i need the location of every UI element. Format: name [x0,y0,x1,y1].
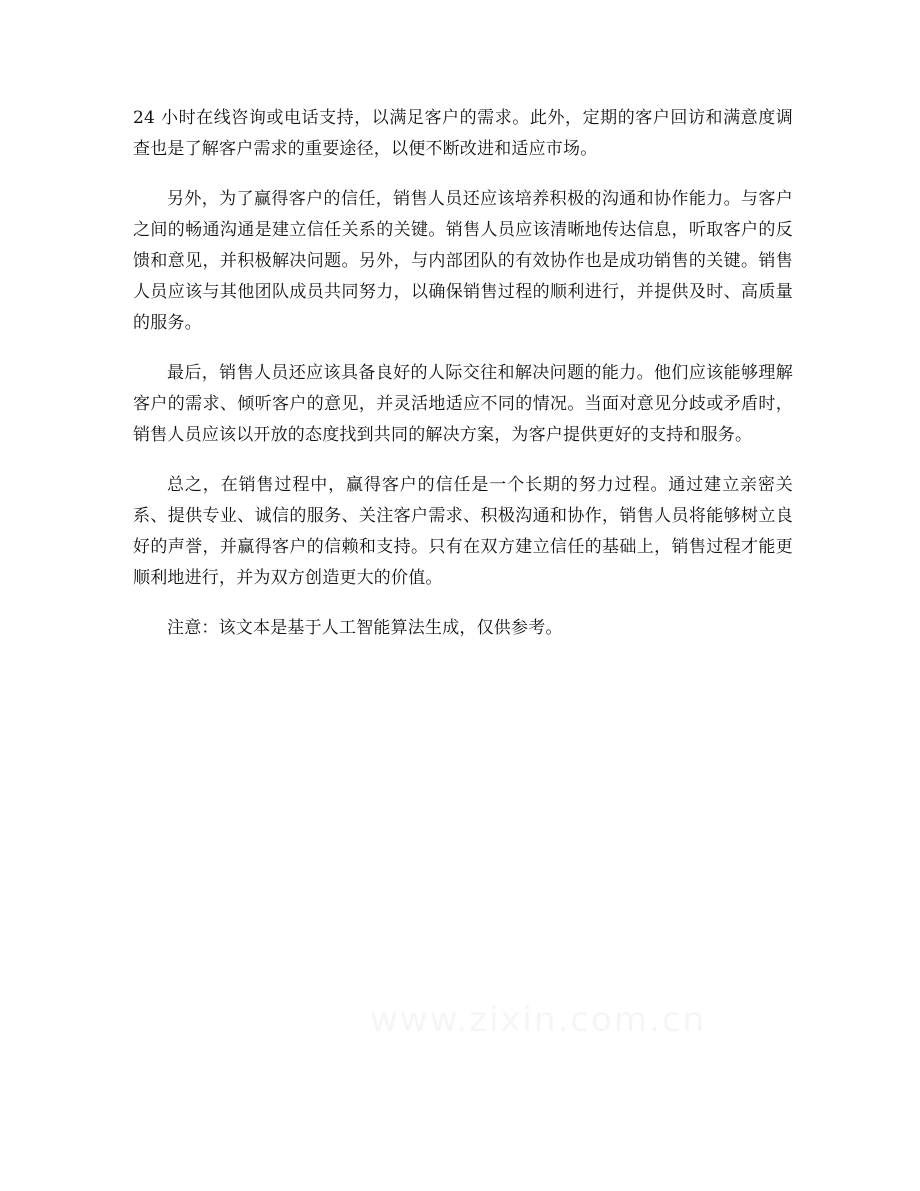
watermark [370,1000,706,1040]
paragraph-communication: 另外，为了赢得客户的信任，销售人员还应该培养积极的沟通和协作能力。与客户之间的畅通沟通是建立信任关系的关键。销售人员应该清晰地传达信息，听取客户的反馈和意见，并积极解决问题。另外，与内部团队的有效协作也是成功销售的关键。销售人员应该与其他团队成员共同努力，以确保销售过程的顺利进行，并提供及时、高质量的服务。 [133,189,793,333]
paragraph-interpersonal: 最后，销售人员还应该具备良好的人际交往和解决问题的能力。他们应该能够理解客户的需求、倾听客户的意见，并灵活地适应不同的情况。当面对意见分歧或矛盾时，销售人员应该以开放的态度找到共同的解决方案，为客户提供更好的支持和服务。 [133,363,793,445]
paragraph-continuation: 24 小时在线咨询或电话支持，以满足客户的需求。此外，定期的客户回访和满意度调查也是了解客户需求的重要途径，以便不断改进和适应市场。 [133,108,793,159]
paragraph-conclusion: 总之，在销售过程中，赢得客户的信任是一个长期的努力过程。通过建立亲密关系、提供专业、诚信的服务、关注客户需求、积极沟通和协作，销售人员将能够树立良好的声誉，并赢得客户的信赖和支持。只有在双方建立信任的基础上，销售过程才能更顺利地进行，并为双方创造更大的价值。 [133,475,793,588]
paragraph-disclaimer: 注意：该文本是基于人工智能算法生成，仅供参考。 [167,618,563,638]
document-body [133,103,793,663]
